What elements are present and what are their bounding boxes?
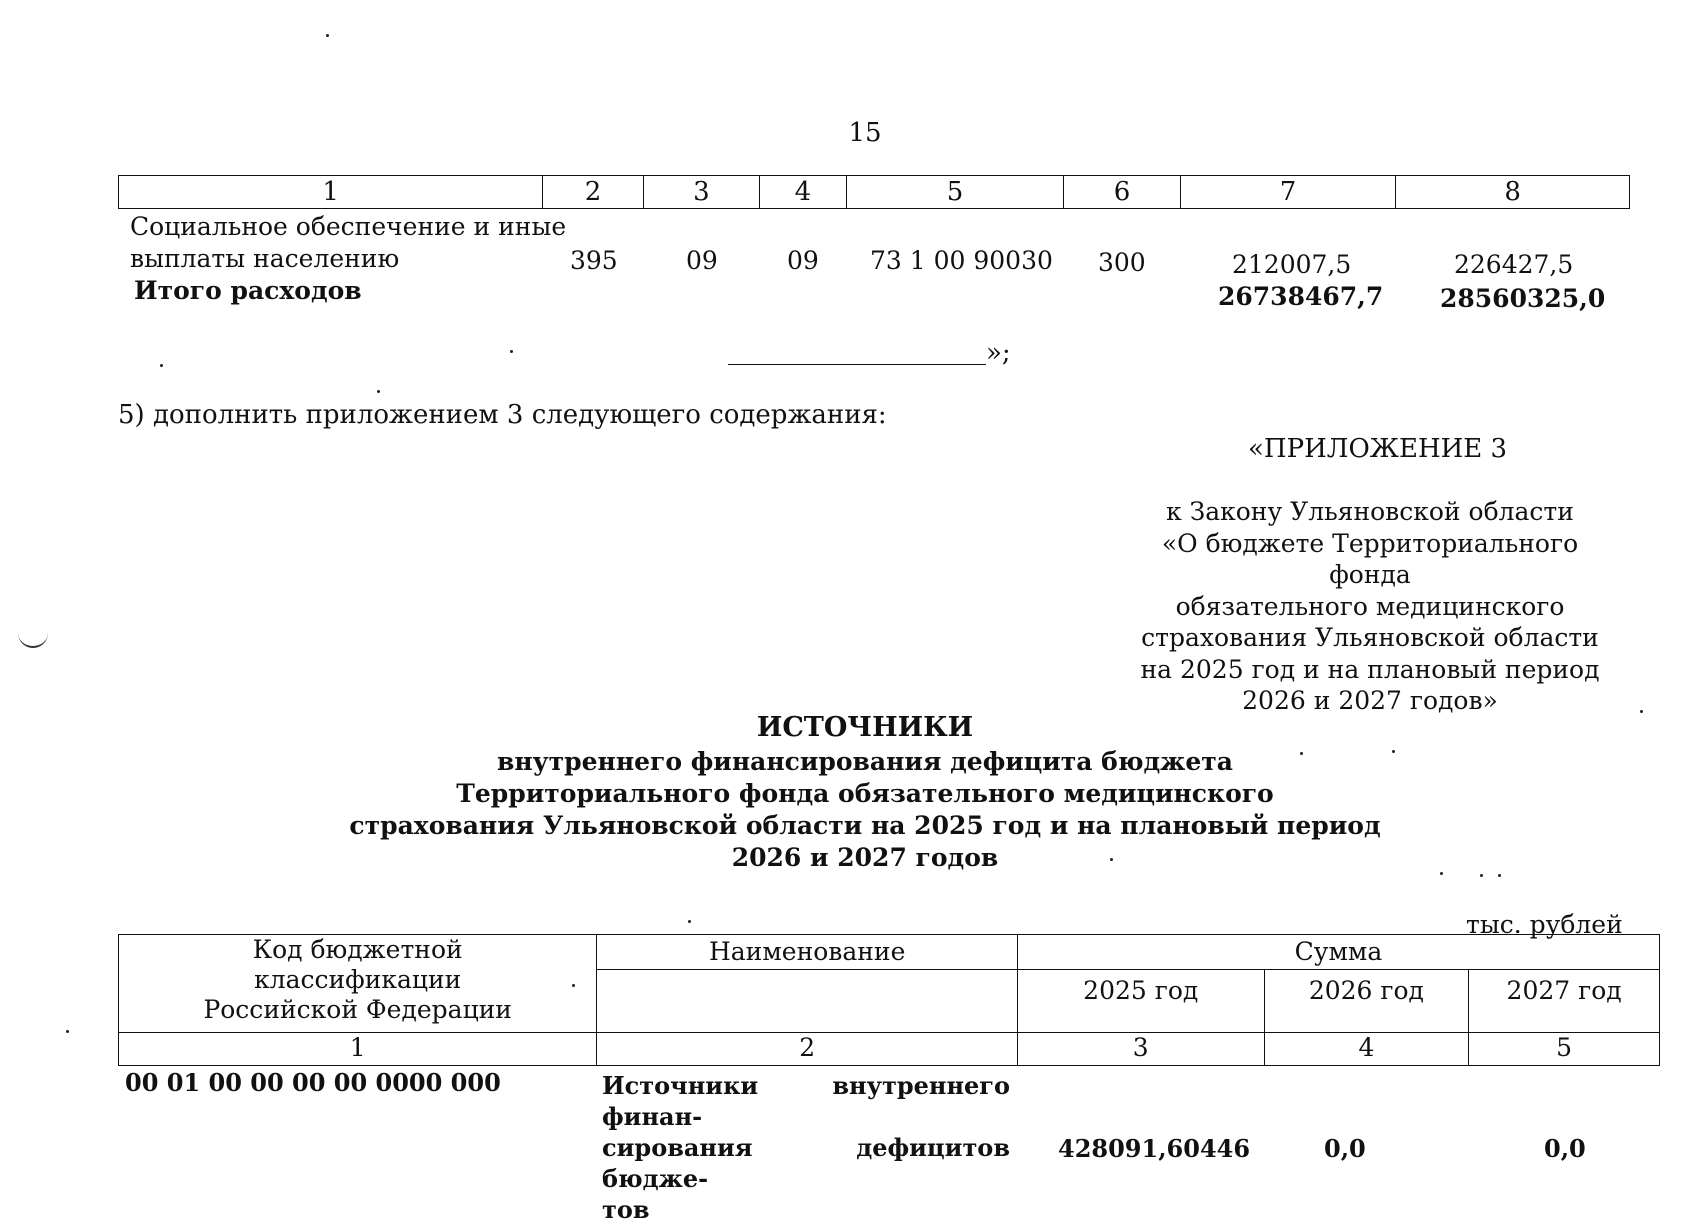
page-number: 15 bbox=[848, 118, 882, 148]
scan-speck bbox=[1392, 750, 1395, 753]
subtitle-line: внутреннего финансирования дефицита бюджета bbox=[496, 747, 1233, 776]
scan-speck bbox=[1110, 858, 1113, 861]
header-code-line: классификации bbox=[254, 965, 462, 994]
units-label: тыс. рублей bbox=[1466, 910, 1623, 939]
row-col5: 73 1 00 90030 bbox=[870, 246, 1053, 275]
col-header-3: 3 bbox=[643, 176, 759, 209]
row-value-2027: 0,0 bbox=[1544, 1134, 1586, 1163]
row-col8: 226427,5 bbox=[1454, 250, 1574, 279]
scan-speck bbox=[377, 390, 380, 393]
col-header-7: 7 bbox=[1180, 176, 1396, 209]
total-col8: 28560325,0 bbox=[1440, 284, 1606, 313]
col-number-3: 3 bbox=[1017, 1033, 1264, 1066]
scan-speck bbox=[1498, 874, 1501, 877]
appendix-reference bbox=[1120, 496, 1620, 717]
row-name-line2: выплаты населению bbox=[130, 244, 400, 273]
row-name-line: тов bbox=[602, 1195, 650, 1224]
header-code-line: Российской Федерации bbox=[203, 995, 512, 1024]
header-name: Наименование bbox=[597, 935, 1018, 970]
row-name-line1: Социальное обеспечение и иные bbox=[130, 212, 567, 241]
row-name-line: Источники внутреннего финан- bbox=[602, 1071, 1010, 1131]
row-col3: 09 bbox=[686, 246, 718, 275]
row-col6: 300 bbox=[1098, 248, 1146, 277]
subtitle-line: Территориального фонда обязательного медицинского bbox=[456, 779, 1274, 808]
appendix-ref-line: «О бюджете Территориального фонда bbox=[1161, 528, 1579, 589]
row-name-line: сирования дефицитов бюдже- bbox=[602, 1133, 1010, 1193]
col-number-2: 2 bbox=[597, 1033, 1018, 1066]
appendix-ref-line: обязательного медицинского bbox=[1175, 591, 1565, 621]
col-number-4: 4 bbox=[1264, 1033, 1469, 1066]
row-value-2025: 428091,60446 bbox=[1058, 1134, 1251, 1163]
scan-speck bbox=[1300, 752, 1303, 755]
col-header-5: 5 bbox=[846, 176, 1064, 209]
header-code bbox=[119, 935, 597, 1033]
amendment-paragraph: 5) дополнить приложением 3 следующего содержания: bbox=[118, 400, 887, 430]
scan-speck bbox=[510, 350, 513, 353]
total-col7: 26738467,7 bbox=[1218, 282, 1384, 311]
appendix-ref-line: страхования Ульяновской области bbox=[1141, 623, 1599, 652]
scan-speck bbox=[326, 34, 329, 37]
col-header-1: 1 bbox=[119, 176, 543, 209]
header-year-2027: 2027 год bbox=[1469, 970, 1660, 1033]
appendix-title: «ПРИЛОЖЕНИЕ 3 bbox=[1248, 434, 1508, 464]
header-year-2026: 2026 год bbox=[1264, 970, 1469, 1033]
row-col2: 395 bbox=[570, 246, 618, 275]
scan-speck bbox=[1440, 872, 1443, 875]
document-title: ИСТОЧНИКИ bbox=[756, 712, 974, 743]
col-header-2: 2 bbox=[543, 176, 643, 209]
closing-quote: »; bbox=[986, 338, 1011, 368]
row-col7: 212007,5 bbox=[1232, 250, 1352, 279]
col-number-5: 5 bbox=[1469, 1033, 1660, 1066]
row-col4: 09 bbox=[787, 246, 819, 275]
row-name bbox=[602, 1070, 1010, 1225]
subtitle-line: 2026 и 2027 годов bbox=[731, 843, 999, 872]
col-header-6: 6 bbox=[1064, 176, 1180, 209]
appendix-ref-line: 2026 и 2027 годов» bbox=[1242, 686, 1498, 715]
header-code-line: Код бюджетной bbox=[252, 935, 463, 964]
subtitle-line: страхования Ульяновской области на 2025 год и на плановый период bbox=[349, 811, 1381, 840]
scan-speck bbox=[160, 364, 163, 367]
header-sum: Сумма bbox=[1017, 935, 1659, 970]
row-value-2026: 0,0 bbox=[1324, 1134, 1366, 1163]
document-subtitle bbox=[0, 746, 1696, 874]
scan-speck bbox=[1480, 874, 1483, 877]
scan-speck bbox=[688, 920, 691, 923]
appendix-ref-line: на 2025 год и на плановый период bbox=[1140, 654, 1600, 684]
header-year-2025: 2025 год bbox=[1017, 970, 1264, 1033]
col-number-1: 1 bbox=[119, 1033, 597, 1066]
row-code: 00 01 00 00 00 00 0000 000 bbox=[125, 1068, 501, 1097]
scan-speck bbox=[1640, 710, 1643, 713]
scan-speck bbox=[66, 1030, 69, 1033]
total-label: Итого расходов bbox=[134, 276, 362, 305]
header-name-empty bbox=[597, 970, 1018, 1033]
scan-mark bbox=[18, 632, 48, 648]
closing-underline bbox=[728, 338, 986, 365]
col-header-4: 4 bbox=[760, 176, 847, 209]
sources-table bbox=[118, 934, 1660, 1066]
scan-speck bbox=[572, 984, 575, 987]
expenses-table-header bbox=[118, 175, 1630, 209]
col-header-8: 8 bbox=[1396, 176, 1630, 209]
appendix-ref-line: к Закону Ульяновской области bbox=[1166, 497, 1574, 526]
